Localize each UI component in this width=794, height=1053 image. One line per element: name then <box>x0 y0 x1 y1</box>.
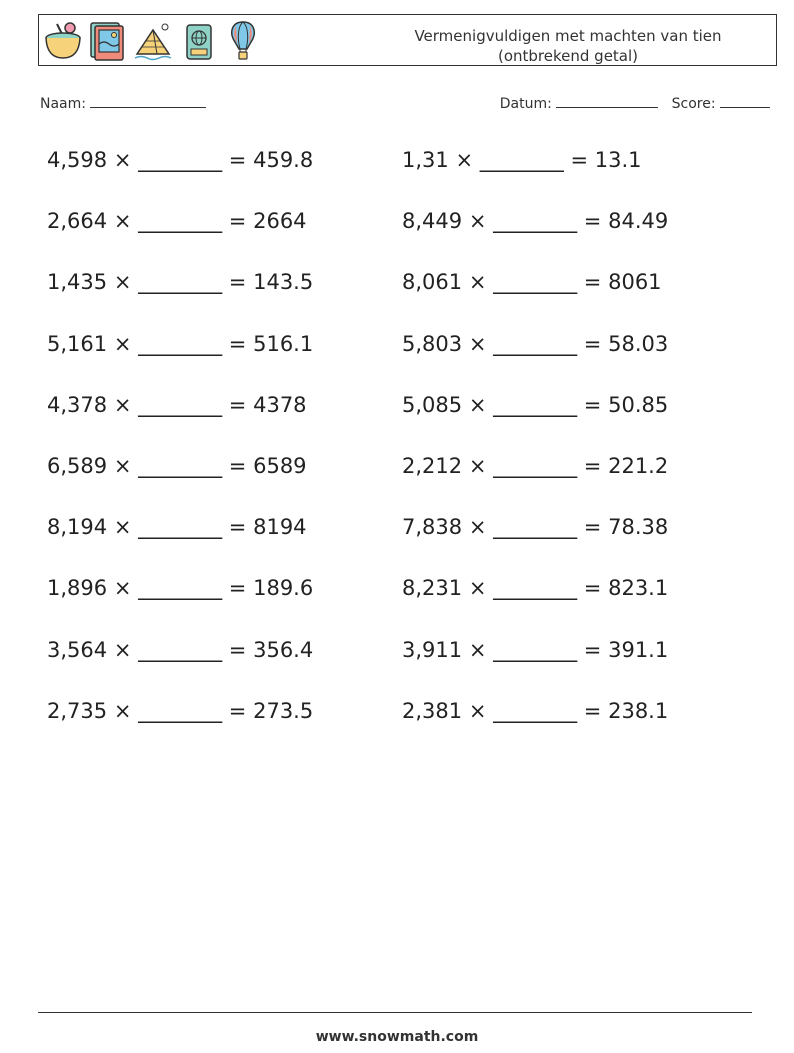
equals-sign: = <box>583 637 602 662</box>
times-sign: × <box>113 392 132 417</box>
problem-factor: 3,911 <box>402 637 463 662</box>
answer-blank[interactable]: ________ <box>493 698 578 723</box>
times-sign: × <box>468 576 487 601</box>
problem-row <box>47 332 313 356</box>
answer-blank[interactable]: ________ <box>493 576 578 601</box>
problem-factor: 5,803 <box>402 331 463 356</box>
problem-result: 50.85 <box>608 392 669 417</box>
problem-result: 13.1 <box>594 148 642 172</box>
problem-factor: 5,085 <box>402 392 463 417</box>
problem-result: 221.2 <box>608 454 669 478</box>
problem-row <box>47 393 307 417</box>
problem-factor: 4,598 <box>47 148 108 172</box>
equals-sign: = <box>228 515 247 540</box>
equals-sign: = <box>570 148 589 172</box>
answer-blank[interactable]: ________ <box>138 454 223 478</box>
answer-blank[interactable]: ________ <box>479 148 564 172</box>
equals-sign: = <box>228 698 247 723</box>
problem-row <box>402 209 668 233</box>
answer-blank[interactable]: ________ <box>138 148 223 172</box>
times-sign: × <box>468 454 487 478</box>
answer-blank[interactable]: ________ <box>493 209 578 234</box>
problem-factor: 8,231 <box>402 576 463 601</box>
problem-result: 356.4 <box>253 637 314 662</box>
equals-sign: = <box>583 392 602 417</box>
problem-factor: 2,735 <box>47 698 108 723</box>
equals-sign: = <box>583 331 602 356</box>
problem-factor: 2,381 <box>402 698 463 723</box>
date-blank-line[interactable] <box>556 93 658 108</box>
equals-sign: = <box>228 454 247 478</box>
problem-result: 6589 <box>253 454 307 478</box>
problem-factor: 2,212 <box>402 454 463 478</box>
problem-result: 2664 <box>253 209 307 234</box>
problem-row <box>47 209 307 233</box>
problem-result: 143.5 <box>253 270 314 295</box>
answer-blank[interactable]: ________ <box>493 392 578 417</box>
problem-result: 58.03 <box>608 331 669 356</box>
equals-sign: = <box>228 270 247 295</box>
times-sign: × <box>113 331 132 356</box>
problem-row <box>402 454 668 478</box>
name-field <box>40 93 206 112</box>
answer-blank[interactable]: ________ <box>138 515 223 540</box>
problem-row <box>402 270 662 294</box>
times-sign: × <box>113 515 132 540</box>
problem-result: 273.5 <box>253 698 314 723</box>
problem-result: 189.6 <box>253 576 314 601</box>
times-sign: × <box>113 454 132 478</box>
problem-factor: 1,31 <box>402 148 449 172</box>
equals-sign: = <box>228 392 247 417</box>
name-blank-line[interactable] <box>90 93 206 108</box>
title-line-2: (ontbrekend getal) <box>497 47 639 65</box>
equals-sign: = <box>228 148 247 172</box>
footer-url: www.snowmath.com <box>315 1029 479 1045</box>
problem-factor: 8,449 <box>402 209 463 234</box>
problem-result: 8061 <box>608 270 662 295</box>
times-sign: × <box>113 148 132 172</box>
equals-sign: = <box>583 270 602 295</box>
times-sign: × <box>113 270 132 295</box>
equals-sign: = <box>583 515 602 540</box>
problem-result: 459.8 <box>253 148 314 172</box>
problem-result: 516.1 <box>253 331 314 356</box>
problem-row <box>47 454 307 478</box>
problem-row <box>47 699 313 723</box>
passport-icon <box>181 20 217 62</box>
answer-blank[interactable]: ________ <box>138 209 223 234</box>
pyramid-icon <box>133 20 175 62</box>
problem-row <box>402 332 668 356</box>
answer-blank[interactable]: ________ <box>493 515 578 540</box>
problem-factor: 2,664 <box>47 209 108 234</box>
problem-row <box>402 148 642 172</box>
problem-row <box>402 576 668 600</box>
score-label: Score: <box>671 96 716 112</box>
equals-sign: = <box>583 698 602 723</box>
problem-factor: 7,838 <box>402 515 463 540</box>
problem-row <box>47 576 313 600</box>
times-sign: × <box>468 331 487 356</box>
times-sign: × <box>113 637 132 662</box>
problem-row <box>402 638 668 662</box>
times-sign: × <box>113 209 132 234</box>
problem-result: 8194 <box>253 515 307 540</box>
times-sign: × <box>468 209 487 234</box>
answer-blank[interactable]: ________ <box>138 392 223 417</box>
problem-factor: 1,435 <box>47 270 108 295</box>
hot-air-balloon-icon <box>227 20 259 62</box>
equals-sign: = <box>228 637 247 662</box>
equals-sign: = <box>583 454 602 478</box>
problem-row <box>402 699 668 723</box>
problem-row <box>47 270 313 294</box>
answer-blank[interactable]: ________ <box>138 637 223 662</box>
problem-row <box>47 148 313 172</box>
problem-factor: 1,896 <box>47 576 108 601</box>
problem-factor: 5,161 <box>47 331 108 356</box>
title-line-1: Vermenigvuldigen met machten van tien <box>414 27 722 45</box>
problem-row <box>402 515 668 539</box>
equals-sign: = <box>583 576 602 601</box>
answer-blank[interactable]: ________ <box>493 454 578 478</box>
times-sign: × <box>113 698 132 723</box>
problem-result: 238.1 <box>608 698 669 723</box>
problem-result: 823.1 <box>608 576 669 601</box>
problem-factor: 6,589 <box>47 454 108 478</box>
worksheet-header <box>38 14 777 66</box>
worksheet-title <box>388 26 748 66</box>
problem-factor: 4,378 <box>47 392 108 417</box>
answer-blank[interactable]: ________ <box>493 270 578 295</box>
answer-blank[interactable]: ________ <box>138 576 223 601</box>
equals-sign: = <box>228 209 247 234</box>
problem-row <box>47 638 313 662</box>
footer-divider <box>38 1012 752 1013</box>
postcard-icon <box>88 20 126 62</box>
date-label: Datum: <box>499 96 552 112</box>
answer-blank[interactable]: ________ <box>493 331 578 356</box>
times-sign: × <box>468 392 487 417</box>
equals-sign: = <box>228 576 247 601</box>
answer-blank[interactable]: ________ <box>138 270 223 295</box>
times-sign: × <box>468 637 487 662</box>
coconut-drink-icon <box>43 20 83 62</box>
name-label: Naam: <box>40 96 86 112</box>
times-sign: × <box>468 698 487 723</box>
answer-blank[interactable]: ________ <box>493 637 578 662</box>
problem-result: 391.1 <box>608 637 669 662</box>
score-blank-line[interactable] <box>720 93 770 108</box>
date-score-fields <box>500 93 770 112</box>
problem-row <box>402 393 668 417</box>
problem-factor: 3,564 <box>47 637 108 662</box>
problem-result: 78.38 <box>608 515 669 540</box>
equals-sign: = <box>228 331 247 356</box>
problem-factor: 8,061 <box>402 270 463 295</box>
answer-blank[interactable]: ________ <box>138 331 223 356</box>
problem-result: 84.49 <box>608 209 669 234</box>
problem-row <box>47 515 307 539</box>
times-sign: × <box>468 515 487 540</box>
equals-sign: = <box>583 209 602 234</box>
times-sign: × <box>468 270 487 295</box>
problem-factor: 8,194 <box>47 515 108 540</box>
problem-result: 4378 <box>253 392 307 417</box>
answer-blank[interactable]: ________ <box>138 698 223 723</box>
times-sign: × <box>113 576 132 601</box>
times-sign: × <box>455 148 474 172</box>
